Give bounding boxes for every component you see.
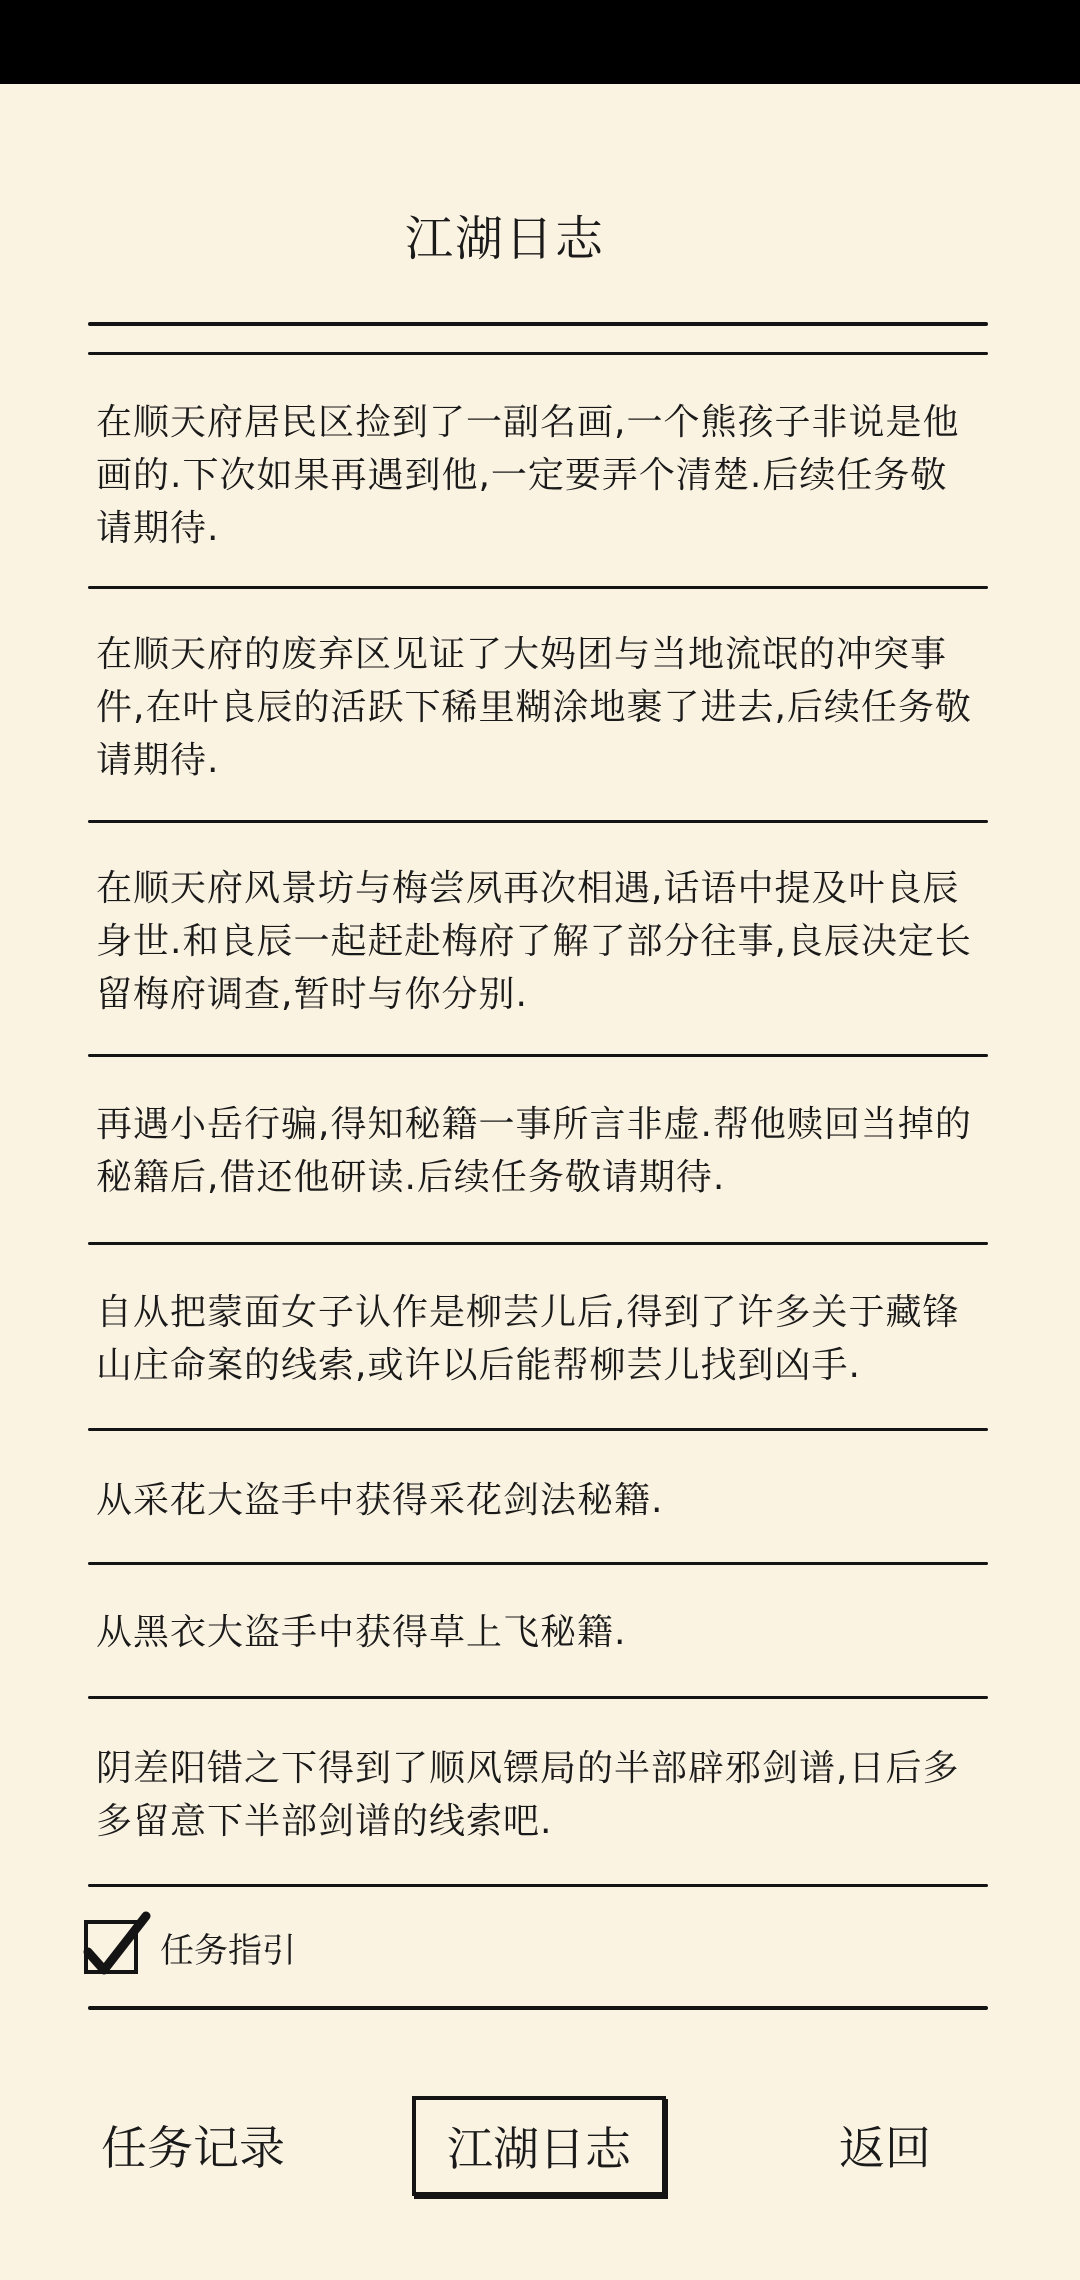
page-title-text: 江湖日志: [405, 211, 606, 267]
divider: [88, 352, 988, 355]
journal-entry: 阴差阳错之下得到了顺风镖局的半部辟邪剑谱,日后多多留意下半部剑谱的线索吧.: [96, 1748, 960, 1842]
task-guide-checkbox[interactable]: [84, 1920, 138, 1974]
divider: [88, 322, 988, 326]
back-button[interactable]: 返回: [839, 2121, 931, 2175]
task-guide-label: 任务指引: [160, 1930, 296, 1971]
journal-entry: 在顺天府风景坊与梅尝夙再次相遇,话语中提及叶良辰身世.和良辰一起赶赴梅府了解了部分往事,良辰决定长留梅府调查,暂时与你分别.: [96, 868, 972, 1015]
journal-entry: 在顺天府的废弃区见证了大妈团与当地流氓的冲突事件,在叶良辰的活跃下稀里糊涂地裹了进去,后续任务敬请期待.: [96, 634, 972, 781]
status-bar: [0, 0, 1080, 84]
divider: [88, 586, 988, 589]
divider: [88, 1428, 988, 1431]
journal-entry: 从采花大盗手中获得采花剑法秘籍.: [96, 1480, 664, 1521]
divider: [88, 1696, 988, 1699]
divider: [88, 1242, 988, 1245]
journal-entry: 再遇小岳行骗,得知秘籍一事所言非虚.帮他赎回当掉的秘籍后,借还他研读.后续任务敬请期待.: [96, 1104, 972, 1198]
task-records-tab[interactable]: 任务记录: [101, 2121, 285, 2175]
jianghu-journal-tab[interactable]: 江湖日志: [412, 2096, 666, 2196]
journal-entry: 在顺天府居民区捡到了一副名画,一个熊孩子非说是他画的.下次如果再遇到他,一定要弄个清楚.后续任务敬请期待.: [96, 402, 960, 549]
divider: [88, 1562, 988, 1565]
journal-entry: 从黑衣大盗手中获得草上飞秘籍.: [96, 1612, 627, 1653]
divider: [88, 1884, 988, 1887]
divider: [88, 2006, 988, 2010]
checkmark-icon: [82, 1908, 154, 1980]
divider: [88, 1054, 988, 1057]
journal-entry: 自从把蒙面女子认作是柳芸儿后,得到了许多关于藏锋山庄命案的线索,或许以后能帮柳芸儿找到凶手.: [96, 1292, 960, 1386]
task-guide-toggle[interactable]: [84, 1912, 296, 1982]
divider: [88, 820, 988, 823]
